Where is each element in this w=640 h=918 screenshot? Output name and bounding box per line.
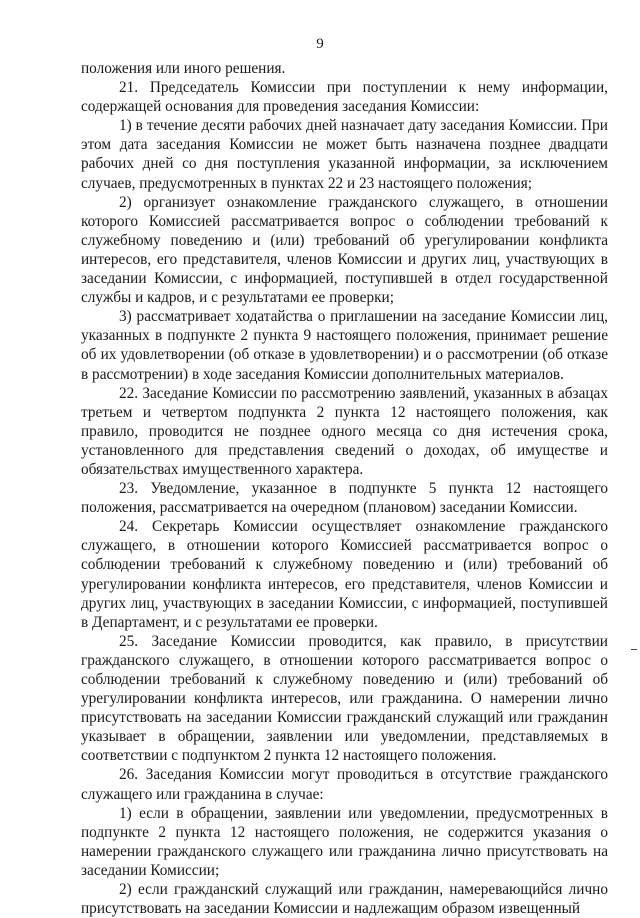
document-body <box>81 59 608 918</box>
paragraph-21-item-2: 2) организует ознакомление гражданского служащего, в отношении которого Комиссией рассматривается вопрос о соблюдении требований к служебному поведению и (или) требований об урегулировании конфликта интересов, его представителя, членов Комиссии и других лиц, участвующих в заседании Комиссии, с информацией, поступившей в отдел государственной службы и кадров, и с результатами ее проверки; <box>81 193 608 307</box>
paragraph-26-item-1: 1) если в обращении, заявлении или уведомлении, предусмотренных в подпункте 2 пункта 12 настоящего положения, не содержится указания о намерении гражданского служащего или гражданина лично присутствовать на заседании Комиссии; <box>81 804 608 879</box>
paragraph-21-item-1: 1) в течение десяти рабочих дней назначает дату заседания Комиссии. При этом дата заседания Комиссии не может быть назначена позднее двадцати рабочих дней со дня поступления указанной информации, за исключением случаев, предусмотренных в пунктах 22 и 23 настоящего положения; <box>81 117 608 192</box>
paragraph-25: 25. Заседание Комиссии проводится, как правило, в присутствии гражданского служащего, в отношении которого рассматривается вопрос о соблюдении требований к служебному поведению и (или) требований об урегулировании конфликта интересов, или гражданина. О намерении лично присутствовать на заседании Комиссии гражданский служащий или гражданин указывает в обращении, заявлении или уведомлении, представляемых в соответствии с подпунктом 2 пункта 12 настоящего положения. <box>81 632 608 765</box>
paragraph-21: 21. Председатель Комиссии при поступлении к нему информации, содержащей основания для проведения заседания Комиссии: <box>81 79 608 116</box>
paragraph-26: 26. Заседания Комиссии могут проводиться в отсутствие гражданского служащего или гражданина в случае: <box>81 766 608 803</box>
paragraph-continuation: положения или иного решения. <box>81 60 286 77</box>
paragraph-23: 23. Уведомление, указанное в подпункте 5 пункта 12 настоящего положения, рассматривается на очередном (плановом) заседании Комиссии. <box>81 480 608 517</box>
margin-mark <box>631 649 637 650</box>
page-number: 9 <box>316 36 324 52</box>
paragraph-21-item-3: 3) рассматривает ходатайства о приглашении на заседание Комиссии лиц, указанных в подпункте 2 пункта 9 настоящего положения, принимает решение об их удовлетворении (об отказе в удовлетворении) и о рассмотрении (об отказе в рассмотрении) в ходе заседания Комиссии дополнительных материалов. <box>81 308 608 383</box>
paragraph-26-item-2: 2) если гражданский служащий или гражданин, намеревающийся лично присутствовать на заседании Комиссии и надлежащим образом извещенный <box>81 881 608 918</box>
paragraph-24: 24. Секретарь Комиссии осуществляет ознакомление гражданского служащего, в отношении которого Комиссией рассматривается вопрос о соблюдении требований к служебному поведению и (или) требований об урегулировании конфликта интересов, его представителя, членов Комиссии и других лиц, участвующих в заседании Комиссии, с информацией, поступившей в Департамент, и с результатами ее проверки. <box>81 518 608 631</box>
paragraph-22: 22. Заседание Комиссии по рассмотрению заявлений, указанных в абзацах третьем и четвертом подпункта 2 пункта 12 настоящего положения, как правило, проводится не позднее одного месяца со дня истечения срока, установленного для представления сведений о доходах, об имуществе и обязательствах имущественного характера. <box>81 384 608 478</box>
